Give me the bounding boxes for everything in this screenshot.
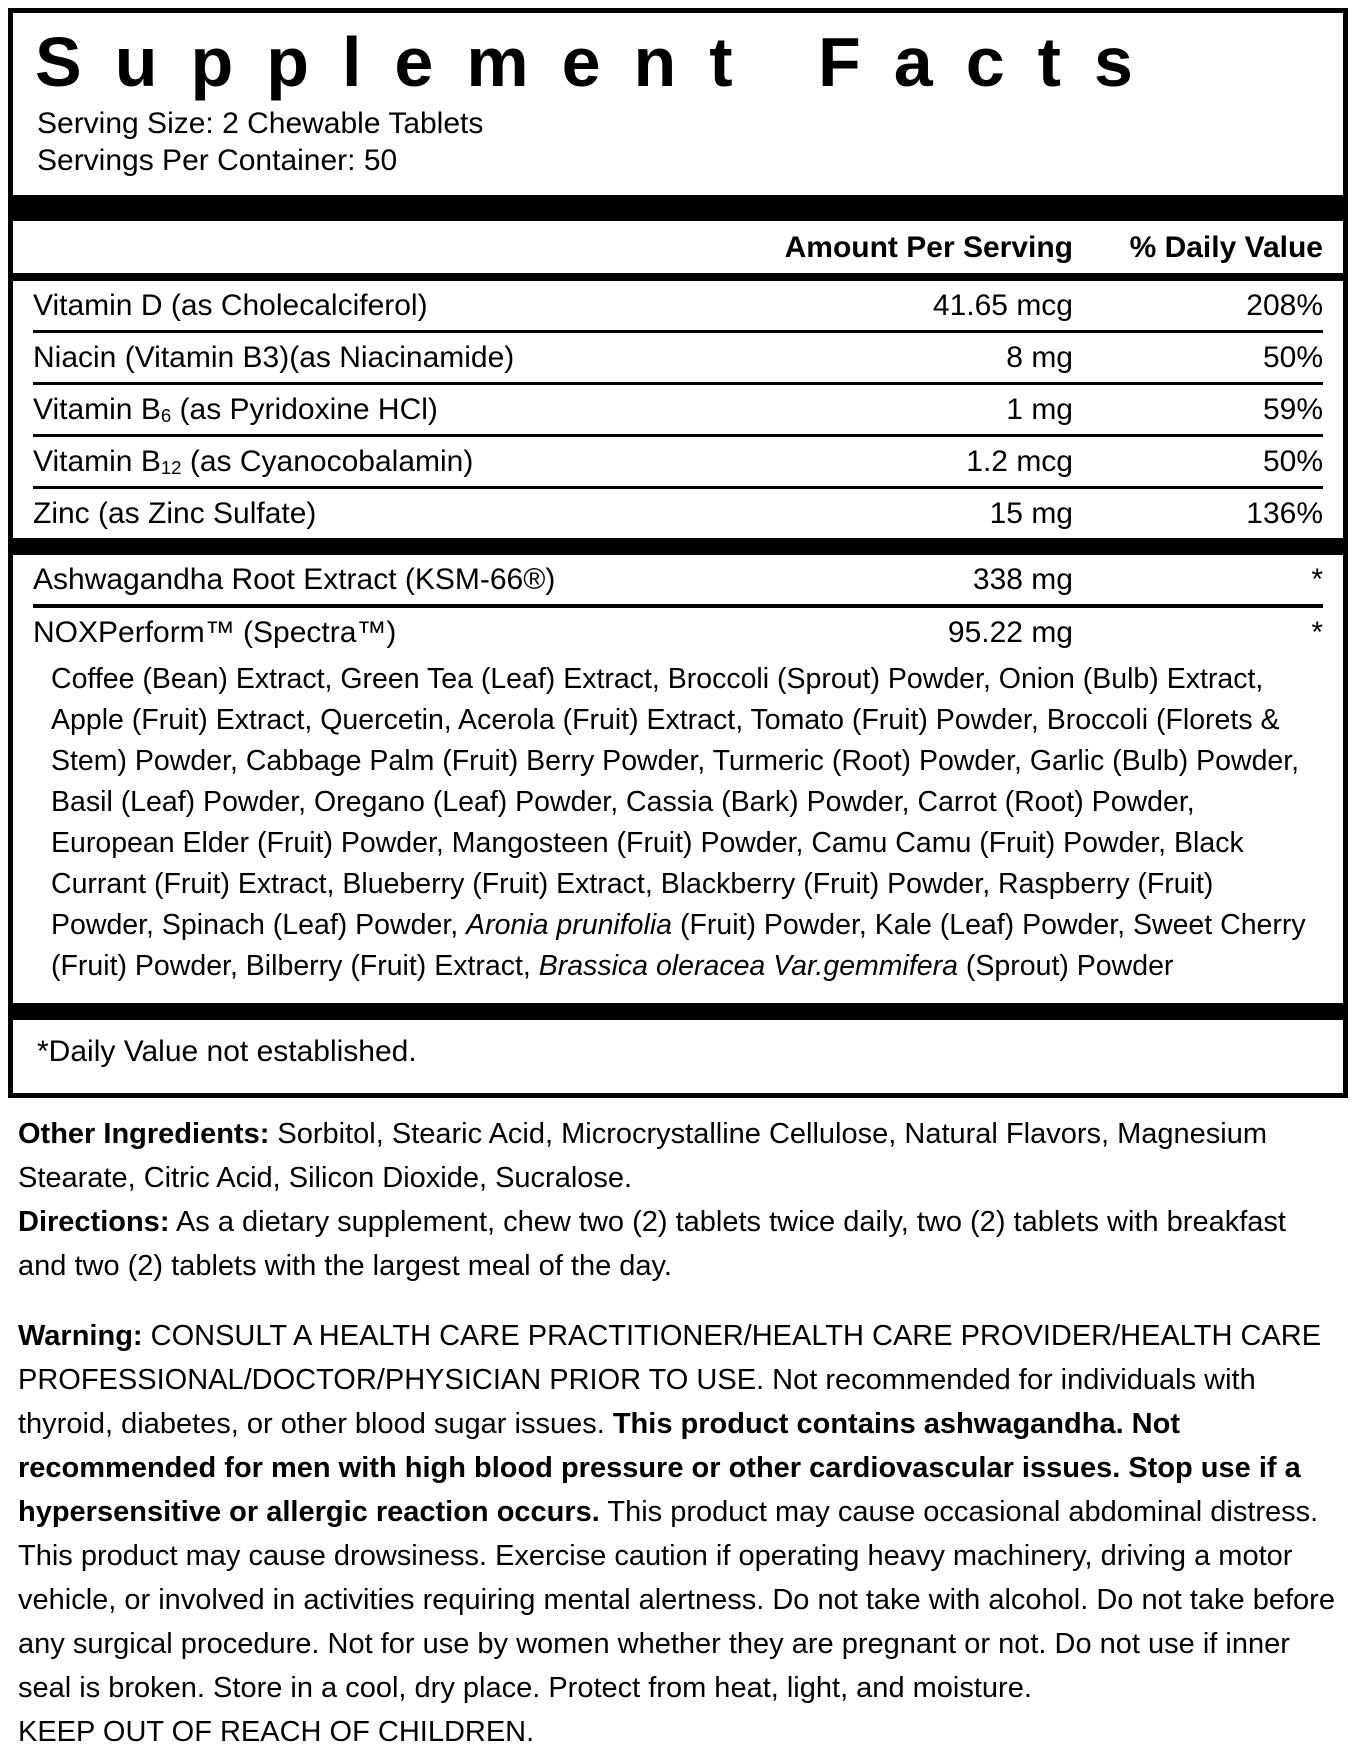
nutrient-name: Vitamin $B_{12}$ (as Cyanocobalamin) — [33, 445, 474, 479]
divider-bar-thick — [13, 538, 1343, 555]
column-header-row — [33, 221, 1323, 273]
nutrient-row-ashwagandha — [33, 555, 1323, 604]
nutrient-row-vitamin-d — [33, 281, 1323, 330]
divider-bar-thick — [13, 1003, 1343, 1020]
nutrient-name: Zinc (as Zinc Sulfate) — [33, 497, 317, 530]
nutrient-daily-value: 50% — [1262, 445, 1323, 478]
servings-per-container: Servings Per Container: 50 — [37, 144, 398, 177]
nutrient-daily-value: 136% — [1246, 497, 1323, 530]
nutrient-daily-value: 50% — [1262, 341, 1323, 374]
directions-text: As a dietary supplement, chew two (2) tablets twice daily, two (2) tablets with breakfast and two (2) tablets with the largest meal of the day. — [18, 1206, 1286, 1282]
nutrient-amount: 1 mg — [1006, 393, 1073, 426]
warning-bold-text: This product contains ashwagandha. Not recommended for men with high blood pressure or other cardiovascular issues. Stop use if a hypersensitive or allergic reaction occurs. — [18, 1408, 1301, 1528]
column-header-amount: Amount Per Serving — [784, 231, 1073, 264]
nutrient-name: Vitamin D (as Cholecalciferol) — [33, 289, 428, 322]
nutrient-amount: 95.22 mg — [947, 616, 1073, 649]
nutrient-row-vitamin-b6 — [33, 382, 1323, 434]
nutrient-row-noxperform — [33, 604, 1323, 657]
nutrient-daily-value: 208% — [1246, 289, 1323, 322]
other-ingredients-label: Other Ingredients: — [18, 1118, 270, 1150]
warning-text-1: CONSULT A HEALTH CARE PRACTITIONER/HEALTH CARE PROVIDER/HEALTH CARE PROFESSIONAL/DOCTOR/PHYSICIAN PRIOR TO USE. Not recommended for individuals with thyroid, diabetes, or other blood sugar issues. — [18, 1320, 1322, 1440]
divider-bar-thick — [13, 195, 1343, 221]
other-ingredients-section — [18, 1112, 1336, 1200]
nutrient-amount: 15 mg — [989, 497, 1073, 530]
nutrient-amount: 8 mg — [1006, 341, 1073, 374]
column-header-daily-value: % Daily Value — [1129, 231, 1323, 264]
warning-label: Warning: — [18, 1320, 143, 1352]
nutrient-amount: 338 mg — [972, 563, 1073, 596]
divider-bar-medium — [13, 273, 1343, 281]
supplement-facts-panel — [8, 8, 1348, 1098]
latin-name: Aronia prunifolia — [466, 909, 673, 941]
latin-name: Brassica oleracea Var.gemmifera — [538, 950, 958, 982]
nutrient-daily-value: * — [1311, 616, 1323, 649]
nutrient-amount: 41.65 mcg — [932, 289, 1073, 322]
nutrient-name: Vitamin $B_6$ (as Pyridoxine HCl) — [33, 393, 438, 427]
warning-section — [18, 1314, 1336, 1710]
other-ingredients-text: Sorbitol, Stearic Acid, Microcrystalline Cellulose, Natural Flavors, Magnesium Stearate, Citric Acid, Silicon Dioxide, Sucralose. — [18, 1118, 1267, 1194]
nutrient-row-niacin — [33, 330, 1323, 382]
serving-info — [33, 103, 1323, 195]
nutrient-daily-value: * — [1311, 563, 1323, 596]
blend-ingredient-list: Coffee (Bean) Extract, Green Tea (Leaf) Extract, Broccoli (Sprout) Powder, Onion (Bulb) Extract, Apple (Fruit) Extract, Quercetin, Acerola (Fruit) Extract, Tomato (Fruit) Powder, Broccoli (Florets & Stem) Powder, Cabbage Palm (Fruit) Berry Powder, Turmeric (Root) Powder, Garlic (Bulb) Powder, Basil (Leaf) Powder, Oregano (Leaf) Powder, Cassia (Bark) Powder, Carrot (Root) Powder, European Elder (Fruit) Powder, Mangosteen (Fruit) Powder, Camu Camu (Fruit) Powder, Black Currant (Fruit) Extract, Blueberry (Fruit) Extract, Blackberry (Fruit) Powder, Raspberry (Fruit) Powder, Spinach (Leaf) Powder, Aronia prunifolia (Fruit) Powder, Kale (Leaf) Powder, Sweet Cherry (Fruit) Powder, Bilberry (Fruit) Extract, Brassica oleracea Var.gemmifera (Sprout) Powder — [51, 663, 1306, 982]
nutrient-name: NOXPerform™ (Spectra™) — [33, 616, 397, 649]
nutrient-row-vitamin-b12 — [33, 434, 1323, 486]
label-text-sections — [18, 1112, 1336, 1754]
panel-title: Supplement Facts — [35, 23, 1166, 101]
nutrient-name: Niacin (Vitamin B3)(as Niacinamide) — [33, 341, 515, 374]
nutrient-name: Ashwagandha Root Extract (KSM-66®) — [33, 563, 556, 596]
daily-value-footnote: *Daily Value not established. — [37, 1035, 417, 1068]
nutrient-daily-value: 59% — [1262, 393, 1323, 426]
directions-section — [18, 1200, 1336, 1288]
nutrient-row-zinc — [33, 486, 1323, 538]
keep-out-line: KEEP OUT OF REACH OF CHILDREN. — [18, 1716, 535, 1748]
nutrient-amount: 1.2 mcg — [966, 445, 1073, 478]
directions-label: Directions: — [18, 1206, 170, 1238]
serving-size: Serving Size: 2 Chewable Tablets — [37, 107, 484, 140]
warning-text-2: This product may cause occasional abdominal distress. This product may cause drowsiness. Exercise caution if operating heavy machinery, driving a motor vehicle, or involved in activities requiring mental alertness. Do not take with alcohol. Do not take before any surgical procedure. Not for use by women whether they are pregnant or not. Do not use if inner seal is broken. Store in a cool, dry place. Protect from heat, light, and moisture. — [18, 1496, 1335, 1704]
